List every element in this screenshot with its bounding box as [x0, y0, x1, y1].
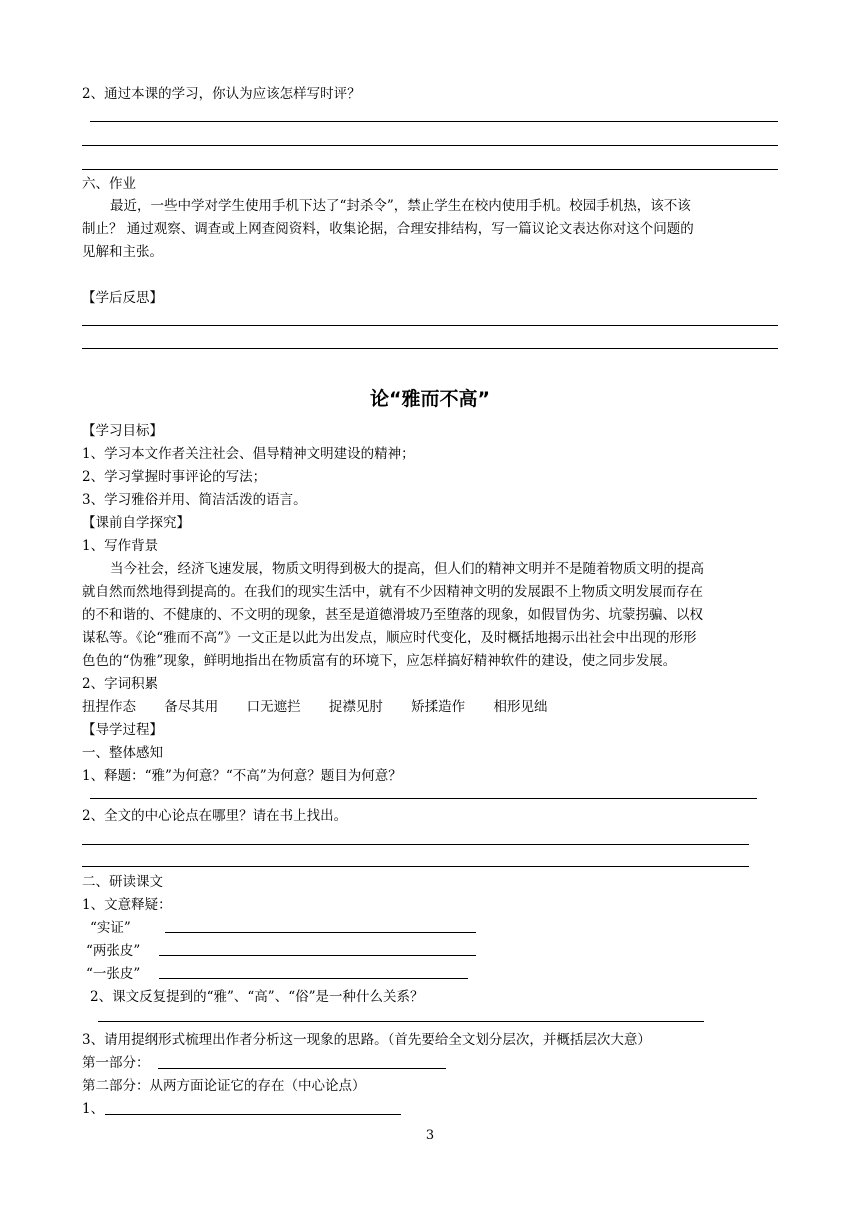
preview-heading: 【课前自学探究】: [82, 515, 190, 531]
homework-heading: 六、作业: [82, 176, 136, 192]
goal-item: 1、学习本文作者关注社会、倡导精神文明建设的精神；: [82, 446, 415, 462]
answer-line: [98, 1021, 704, 1022]
vocab-item: 矫揉造作: [411, 699, 466, 715]
term-shizheng: “实证”: [90, 920, 131, 936]
vocab-list: [82, 697, 571, 717]
part1-heading: 一、整体感知: [82, 745, 163, 761]
answer-line: [90, 798, 757, 799]
goals-heading: 【学习目标】: [82, 423, 163, 439]
background-heading: 1、写作背景: [82, 538, 159, 554]
homework-text: 制止？ 通过观察、调查或上网查阅资料，收集论据，合理安排结构，写一篇议论文表达你对这个问题的: [82, 221, 694, 237]
part2-heading: 二、研读课文: [82, 874, 163, 890]
guide-heading: 【导学过程】: [82, 722, 163, 738]
answer-line: [82, 348, 778, 349]
background-text: 当今社会，经济飞速发展，物质文明得到极大的提高，但人们的精神文明并不是随着物质文明的提高: [110, 561, 704, 577]
vocab-heading: 2、字词积累: [82, 676, 159, 692]
background-text: 谋私等。《论“雅而不高”》一文正是以此为出发点，顺应时代变化，及时概括地揭示出社会中出现的形形: [82, 630, 697, 646]
reading-q3: 3、请用提纲形式梳理出作者分析这一现象的思路。（首先要给全文划分层次，并概括层次大意）: [82, 1032, 651, 1048]
reflection-heading: 【学后反思】: [82, 290, 163, 306]
homework-text: 见解和主张。: [82, 244, 163, 260]
answer-line: [165, 932, 476, 933]
question-title-meaning: 1、释题：“雅”为何意？“不高”为何意？题目为何意？: [82, 768, 402, 784]
question-central-point: 2、全文的中心论点在哪里？请在书上找出。: [82, 808, 348, 824]
vocab-item: 口无遮拦: [246, 699, 301, 715]
vocab-item: 捉襟见肘: [328, 699, 383, 715]
answer-line: [82, 844, 749, 845]
answer-line: [82, 169, 778, 170]
reading-q1: 1、文意释疑：: [82, 897, 172, 913]
reading-q2: 2、课文反复提到的“雅”、“高”、“俗”是一种什么关系？: [90, 989, 424, 1005]
homework-text: 最近，一些中学对学生使用手机下达了“封杀令”，禁止学生在校内使用手机。校园手机热，该不该: [110, 198, 691, 214]
term-liangzhangpi: “两张皮”: [86, 943, 141, 959]
vocab-item: 相形见绌: [493, 699, 548, 715]
answer-line: [105, 1114, 401, 1115]
vocab-item: 备尽其用: [164, 699, 219, 715]
background-text: 色色的“伪雅”现象，鲜明地指出在物质富有的环境下，应怎样搞好精神软件的建设，使之同步发展。: [82, 653, 677, 669]
answer-line: [158, 1068, 446, 1069]
goal-item: 3、学习雅俗并用、简洁活泼的语言。: [82, 492, 307, 508]
background-text: 就自然而然地得到提高的。在我们的现实生活中，就有不少因精神文明的发展跟不上物质文明发展而存在: [82, 584, 703, 600]
goal-item: 2、学习掌握时事评论的写法；: [82, 469, 267, 485]
answer-line: [82, 145, 778, 146]
outline-part2: 第二部分：从两方面论证它的存在（中心论点）: [82, 1078, 366, 1094]
background-text: 的不和谐的、不健康的、不文明的现象，甚至是道德滑坡乃至堕落的现象，如假冒伪劣、坑蒙拐骗、以权: [82, 607, 703, 623]
answer-line: [159, 955, 476, 956]
question-2-top: 2、通过本课的学习，你认为应该怎样写时评？: [82, 86, 361, 102]
vocab-item: 扭捏作态: [82, 699, 136, 715]
answer-line: [159, 978, 468, 979]
outline-part1: 第一部分：: [82, 1055, 150, 1071]
term-yizhangpi: “一张皮”: [86, 966, 141, 982]
page-number: 3: [425, 1128, 435, 1143]
outline-part2-item1: 1、: [82, 1101, 105, 1117]
lesson-title: 论“雅而不高”: [370, 388, 490, 410]
answer-line: [82, 866, 749, 867]
answer-line: [90, 121, 778, 122]
answer-line: [82, 325, 778, 326]
